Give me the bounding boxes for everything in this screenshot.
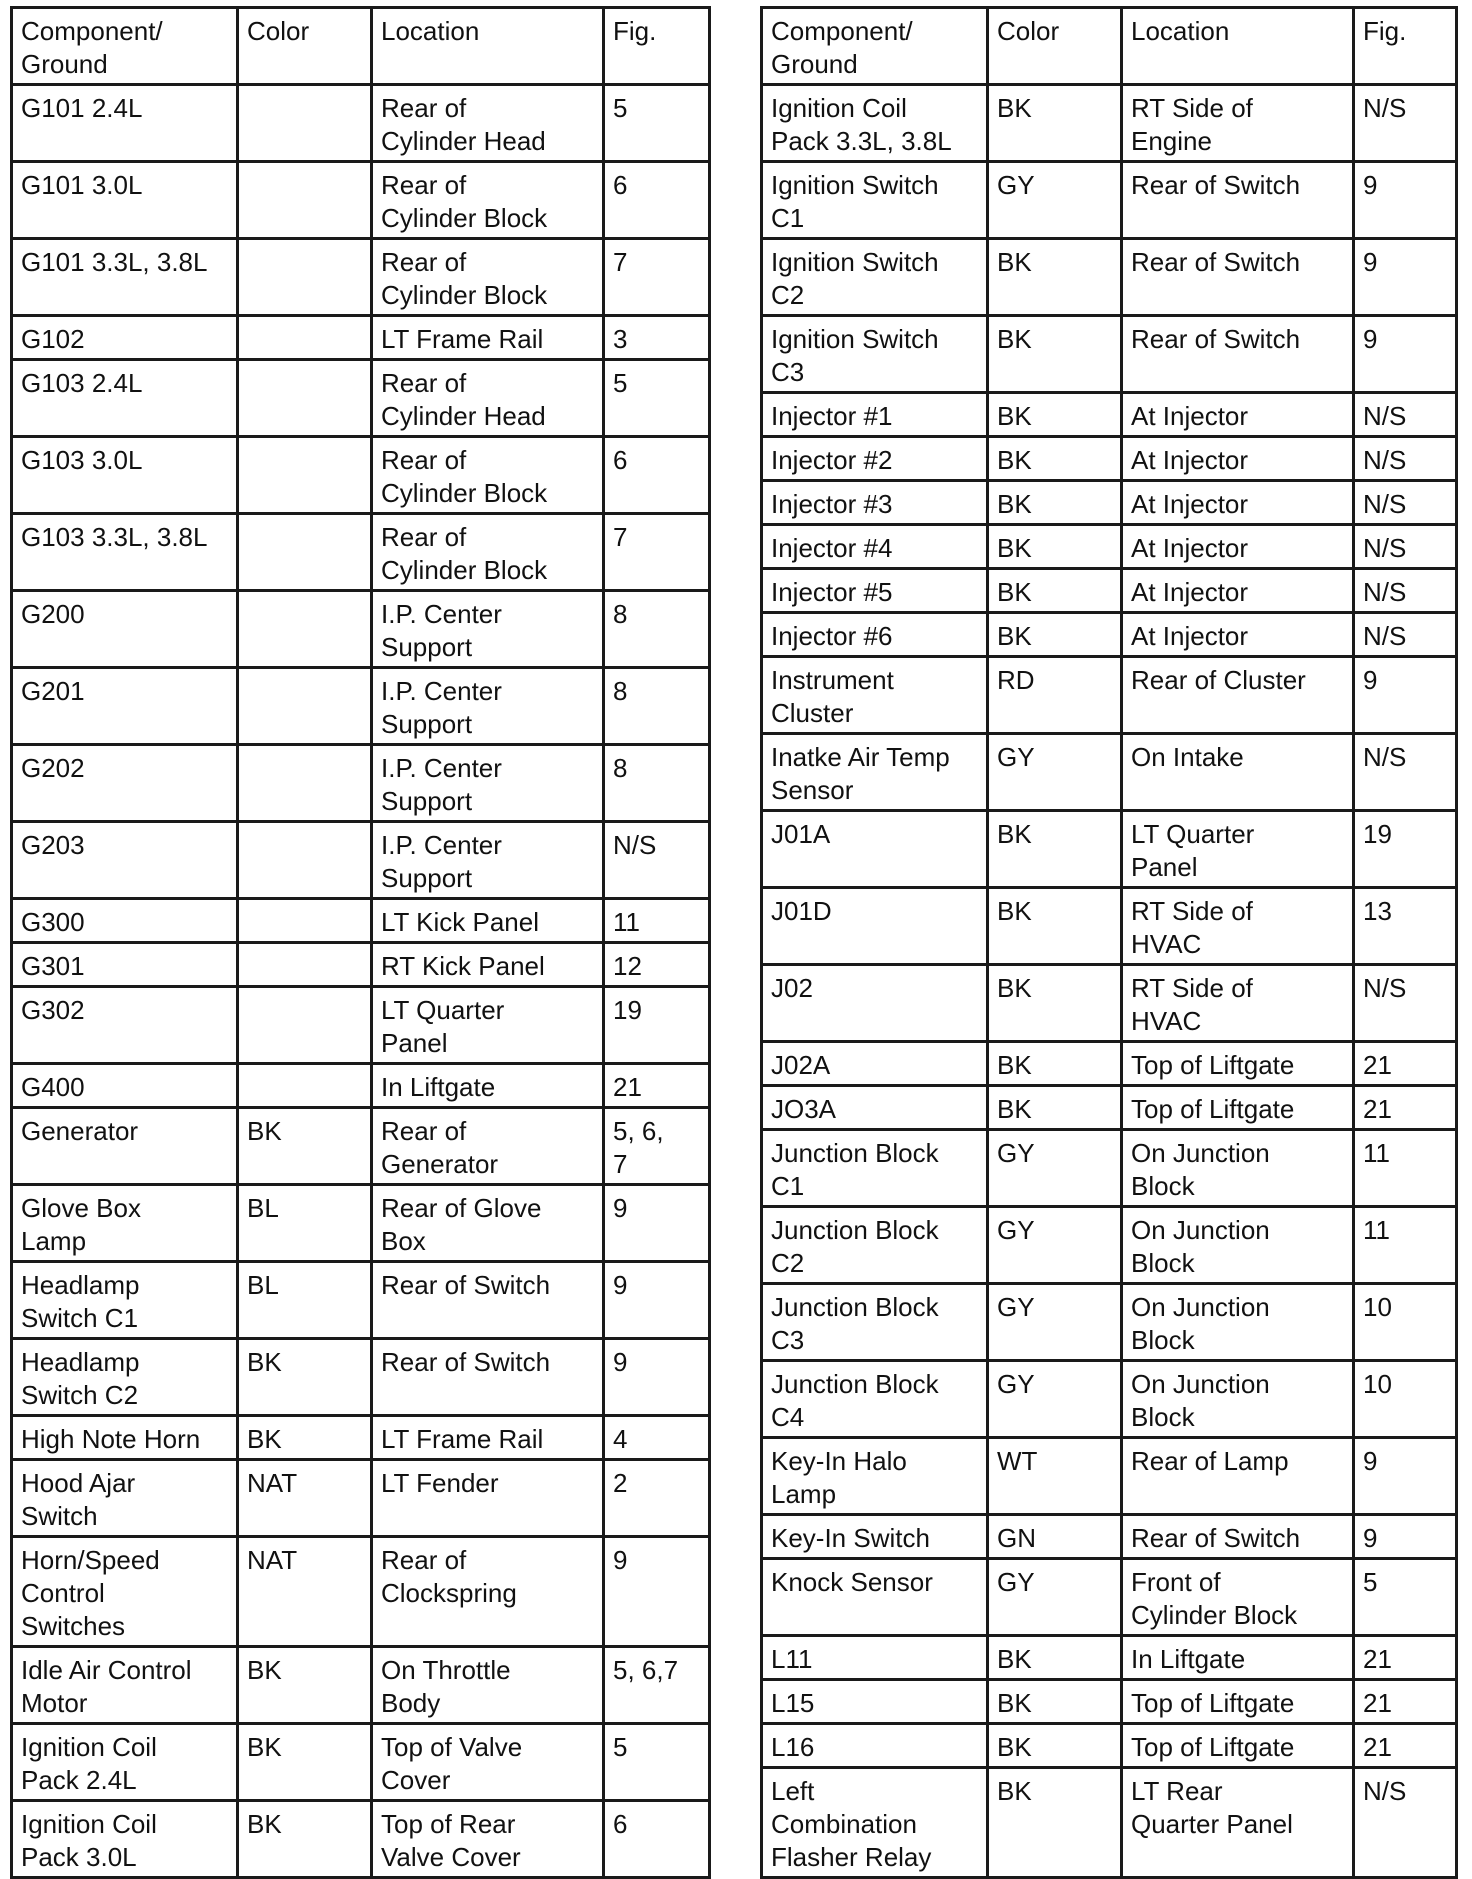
table-row	[762, 437, 1457, 481]
table-row	[12, 316, 710, 360]
cell-color	[238, 360, 372, 437]
header-row	[12, 8, 710, 85]
cell-location: I.P. Center Support	[372, 591, 604, 668]
cell-fig: 9	[1354, 162, 1457, 239]
cell-location: At Injector	[1122, 393, 1354, 437]
table-row	[12, 514, 710, 591]
cell-component: Injector #1	[762, 393, 988, 437]
cell-component: J02	[762, 965, 988, 1042]
cell-component: J02A	[762, 1042, 988, 1086]
cell-component: Headlamp Switch C1	[12, 1262, 238, 1339]
cell-color	[238, 943, 372, 987]
cell-color: BK	[988, 437, 1122, 481]
cell-color: BK	[238, 1108, 372, 1185]
cell-color	[238, 668, 372, 745]
cell-fig: N/S	[1354, 393, 1457, 437]
table-row	[762, 811, 1457, 888]
cell-location: On Junction Block	[1122, 1130, 1354, 1207]
cell-location: At Injector	[1122, 437, 1354, 481]
left-table-body	[12, 85, 710, 1878]
cell-fig: 5	[604, 1724, 710, 1801]
cell-location: Front of Cylinder Block	[1122, 1559, 1354, 1636]
header-color: Color	[238, 8, 372, 85]
cell-fig: 21	[1354, 1680, 1457, 1724]
cell-component: G103 3.3L, 3.8L	[12, 514, 238, 591]
cell-color: NAT	[238, 1537, 372, 1647]
cell-color	[238, 745, 372, 822]
cell-color: BK	[238, 1647, 372, 1724]
table-row	[762, 888, 1457, 965]
cell-fig: 7	[604, 514, 710, 591]
cell-color	[238, 899, 372, 943]
cell-color: BL	[238, 1262, 372, 1339]
cell-component: G203	[12, 822, 238, 899]
cell-fig: 5	[604, 85, 710, 162]
right-table-header	[762, 8, 1457, 85]
table-row	[762, 1284, 1457, 1361]
cell-color: RD	[988, 657, 1122, 734]
table-row	[762, 1515, 1457, 1559]
cell-fig: 21	[604, 1064, 710, 1108]
table-row	[762, 1724, 1457, 1768]
table-row	[12, 1724, 710, 1801]
cell-fig: 9	[604, 1537, 710, 1647]
cell-component: Instrument Cluster	[762, 657, 988, 734]
table-row	[12, 668, 710, 745]
cell-color	[238, 822, 372, 899]
cell-fig: 5, 6, 7	[604, 1108, 710, 1185]
cell-location: LT Frame Rail	[372, 316, 604, 360]
cell-color: GY	[988, 1207, 1122, 1284]
cell-component: Injector #2	[762, 437, 988, 481]
cell-fig: 5, 6,7	[604, 1647, 710, 1724]
cell-color: GY	[988, 1361, 1122, 1438]
cell-location: Top of Liftgate	[1122, 1086, 1354, 1130]
table-row	[12, 360, 710, 437]
right-table-body	[762, 85, 1457, 1878]
cell-location: Rear of Cylinder Block	[372, 437, 604, 514]
cell-component: Ignition Coil Pack 2.4L	[12, 1724, 238, 1801]
table-row	[762, 393, 1457, 437]
cell-location: I.P. Center Support	[372, 822, 604, 899]
cell-fig: 9	[604, 1185, 710, 1262]
left-table-header	[12, 8, 710, 85]
table-row	[12, 591, 710, 668]
cell-color: GY	[988, 1130, 1122, 1207]
cell-color: BK	[988, 1768, 1122, 1878]
header-row	[762, 8, 1457, 85]
table-row	[762, 1559, 1457, 1636]
cell-location: LT Frame Rail	[372, 1416, 604, 1460]
cell-location: Rear of Glove Box	[372, 1185, 604, 1262]
cell-color	[238, 162, 372, 239]
cell-location: On Junction Block	[1122, 1361, 1354, 1438]
table-row	[762, 85, 1457, 162]
table-row	[762, 1361, 1457, 1438]
cell-component: G103 2.4L	[12, 360, 238, 437]
cell-component: Key-In Switch	[762, 1515, 988, 1559]
table-row	[12, 1339, 710, 1416]
table-row	[12, 85, 710, 162]
cell-component: Injector #5	[762, 569, 988, 613]
cell-location: Top of Liftgate	[1122, 1042, 1354, 1086]
cell-component: Injector #4	[762, 525, 988, 569]
header-fig: Fig.	[1354, 8, 1457, 85]
cell-location: On Junction Block	[1122, 1284, 1354, 1361]
cell-location: LT Quarter Panel	[372, 987, 604, 1064]
table-row	[762, 481, 1457, 525]
header-fig: Fig.	[604, 8, 710, 85]
cell-location: Rear of Cylinder Block	[372, 162, 604, 239]
cell-component: J01D	[762, 888, 988, 965]
left-ground-table	[10, 6, 711, 1879]
cell-component: Ignition Coil Pack 3.0L	[12, 1801, 238, 1878]
cell-fig: 9	[1354, 316, 1457, 393]
cell-fig: 9	[1354, 1515, 1457, 1559]
table-row	[762, 1680, 1457, 1724]
cell-component: Generator	[12, 1108, 238, 1185]
cell-fig: 5	[604, 360, 710, 437]
cell-location: I.P. Center Support	[372, 668, 604, 745]
cell-component: High Note Horn	[12, 1416, 238, 1460]
table-row	[762, 162, 1457, 239]
cell-fig: N/S	[1354, 569, 1457, 613]
table-row	[762, 613, 1457, 657]
cell-color: GY	[988, 1284, 1122, 1361]
header-location: Location	[1122, 8, 1354, 85]
cell-fig: 19	[1354, 811, 1457, 888]
cell-color: BK	[988, 569, 1122, 613]
cell-fig: N/S	[1354, 613, 1457, 657]
cell-color	[238, 591, 372, 668]
table-row	[12, 987, 710, 1064]
table-row	[12, 239, 710, 316]
table-row	[762, 1636, 1457, 1680]
header-location: Location	[372, 8, 604, 85]
cell-component: Key-In Halo Lamp	[762, 1438, 988, 1515]
cell-fig: 6	[604, 437, 710, 514]
cell-location: RT Side of Engine	[1122, 85, 1354, 162]
table-row	[12, 162, 710, 239]
cell-location: Rear of Switch	[372, 1262, 604, 1339]
cell-component: L15	[762, 1680, 988, 1724]
cell-component: Ignition Coil Pack 3.3L, 3.8L	[762, 85, 988, 162]
cell-location: I.P. Center Support	[372, 745, 604, 822]
table-row	[762, 316, 1457, 393]
cell-fig: N/S	[1354, 481, 1457, 525]
table-row	[12, 1064, 710, 1108]
cell-fig: 21	[1354, 1086, 1457, 1130]
table-row	[762, 1207, 1457, 1284]
cell-color: BK	[988, 811, 1122, 888]
cell-location: In Liftgate	[1122, 1636, 1354, 1680]
cell-component: G101 3.0L	[12, 162, 238, 239]
cell-component: Injector #3	[762, 481, 988, 525]
cell-location: On Throttle Body	[372, 1647, 604, 1724]
table-row	[12, 1262, 710, 1339]
cell-fig: 8	[604, 745, 710, 822]
cell-fig: 5	[1354, 1559, 1457, 1636]
header-component: Component/ Ground	[12, 8, 238, 85]
cell-color: BK	[988, 316, 1122, 393]
cell-fig: 21	[1354, 1042, 1457, 1086]
cell-fig: 10	[1354, 1361, 1457, 1438]
cell-component: Headlamp Switch C2	[12, 1339, 238, 1416]
cell-fig: 19	[604, 987, 710, 1064]
cell-location: On Junction Block	[1122, 1207, 1354, 1284]
cell-fig: 11	[1354, 1207, 1457, 1284]
header-component: Component/ Ground	[762, 8, 988, 85]
cell-fig: 6	[604, 162, 710, 239]
cell-fig: 8	[604, 591, 710, 668]
table-row	[762, 1086, 1457, 1130]
table-row	[12, 437, 710, 514]
cell-location: Rear of Cylinder Block	[372, 239, 604, 316]
cell-component: L16	[762, 1724, 988, 1768]
cell-color: GY	[988, 162, 1122, 239]
cell-component: JO3A	[762, 1086, 988, 1130]
cell-component: Horn/Speed Control Switches	[12, 1537, 238, 1647]
cell-location: Rear of Switch	[1122, 239, 1354, 316]
cell-fig: 2	[604, 1460, 710, 1537]
cell-component: Injector #6	[762, 613, 988, 657]
cell-component: Knock Sensor	[762, 1559, 988, 1636]
cell-fig: 9	[1354, 239, 1457, 316]
cell-component: G202	[12, 745, 238, 822]
cell-location: Rear of Generator	[372, 1108, 604, 1185]
table-row	[762, 1042, 1457, 1086]
cell-fig: 7	[604, 239, 710, 316]
cell-color: WT	[988, 1438, 1122, 1515]
cell-location: Rear of Cylinder Block	[372, 514, 604, 591]
cell-fig: N/S	[604, 822, 710, 899]
table-row	[762, 239, 1457, 316]
cell-location: Rear of Cylinder Head	[372, 85, 604, 162]
table-row	[762, 1768, 1457, 1878]
cell-color: GY	[988, 1559, 1122, 1636]
cell-color: BK	[988, 85, 1122, 162]
header-color: Color	[988, 8, 1122, 85]
table-row	[762, 569, 1457, 613]
cell-location: RT Side of HVAC	[1122, 888, 1354, 965]
cell-component: Junction Block C3	[762, 1284, 988, 1361]
table-row	[12, 943, 710, 987]
cell-fig: 6	[604, 1801, 710, 1878]
cell-fig: 10	[1354, 1284, 1457, 1361]
cell-color: BK	[988, 393, 1122, 437]
cell-location: At Injector	[1122, 613, 1354, 657]
cell-component: G200	[12, 591, 238, 668]
cell-component: Ignition Switch C1	[762, 162, 988, 239]
cell-component: G301	[12, 943, 238, 987]
cell-fig: N/S	[1354, 85, 1457, 162]
cell-color	[238, 437, 372, 514]
cell-fig: N/S	[1354, 1768, 1457, 1878]
cell-component: Idle Air Control Motor	[12, 1647, 238, 1724]
table-row	[762, 657, 1457, 734]
table-row	[762, 1438, 1457, 1515]
table-row	[762, 1130, 1457, 1207]
cell-component: G300	[12, 899, 238, 943]
cell-location: Rear of Switch	[372, 1339, 604, 1416]
table-row	[762, 965, 1457, 1042]
table-row	[12, 1108, 710, 1185]
cell-color: BK	[988, 481, 1122, 525]
cell-component: G400	[12, 1064, 238, 1108]
cell-location: At Injector	[1122, 481, 1354, 525]
cell-color	[238, 514, 372, 591]
cell-fig: 4	[604, 1416, 710, 1460]
cell-component: Junction Block C4	[762, 1361, 988, 1438]
cell-fig: 9	[604, 1339, 710, 1416]
cell-component: G101 3.3L, 3.8L	[12, 239, 238, 316]
cell-component: G302	[12, 987, 238, 1064]
cell-location: In Liftgate	[372, 1064, 604, 1108]
table-row	[762, 525, 1457, 569]
cell-fig: 3	[604, 316, 710, 360]
cell-color: BK	[988, 888, 1122, 965]
cell-color: GY	[988, 734, 1122, 811]
cell-fig: 21	[1354, 1724, 1457, 1768]
cell-color: GN	[988, 1515, 1122, 1559]
cell-fig: 12	[604, 943, 710, 987]
cell-location: LT Kick Panel	[372, 899, 604, 943]
table-row	[12, 822, 710, 899]
cell-color: BK	[988, 1724, 1122, 1768]
cell-color: BK	[988, 525, 1122, 569]
cell-fig: 11	[1354, 1130, 1457, 1207]
cell-location: Rear of Cluster	[1122, 657, 1354, 734]
cell-color: BK	[238, 1724, 372, 1801]
cell-color	[238, 1064, 372, 1108]
cell-location: LT Quarter Panel	[1122, 811, 1354, 888]
cell-location: LT Fender	[372, 1460, 604, 1537]
cell-color: BK	[988, 1086, 1122, 1130]
cell-location: Top of Liftgate	[1122, 1724, 1354, 1768]
cell-location: Rear of Switch	[1122, 1515, 1354, 1559]
cell-color	[238, 239, 372, 316]
right-ground-table	[760, 6, 1458, 1879]
cell-fig: 21	[1354, 1636, 1457, 1680]
cell-color: BK	[238, 1339, 372, 1416]
cell-component: Ignition Switch C2	[762, 239, 988, 316]
cell-location: RT Side of HVAC	[1122, 965, 1354, 1042]
cell-location: Top of Rear Valve Cover	[372, 1801, 604, 1878]
cell-location: At Injector	[1122, 569, 1354, 613]
cell-component: G201	[12, 668, 238, 745]
cell-component: Ignition Switch C3	[762, 316, 988, 393]
cell-component: Junction Block C1	[762, 1130, 988, 1207]
cell-color: NAT	[238, 1460, 372, 1537]
table-row	[12, 1537, 710, 1647]
cell-color: BK	[238, 1416, 372, 1460]
cell-color: BK	[988, 965, 1122, 1042]
cell-location: Top of Liftgate	[1122, 1680, 1354, 1724]
cell-fig: N/S	[1354, 525, 1457, 569]
cell-component: G102	[12, 316, 238, 360]
cell-fig: 9	[1354, 657, 1457, 734]
cell-color: BK	[988, 1680, 1122, 1724]
cell-component: Hood Ajar Switch	[12, 1460, 238, 1537]
cell-location: Rear of Switch	[1122, 162, 1354, 239]
table-row	[762, 734, 1457, 811]
cell-component: J01A	[762, 811, 988, 888]
cell-color: BK	[988, 239, 1122, 316]
cell-color	[238, 987, 372, 1064]
cell-fig: 13	[1354, 888, 1457, 965]
cell-location: Rear of Switch	[1122, 316, 1354, 393]
cell-fig: N/S	[1354, 734, 1457, 811]
table-row	[12, 1416, 710, 1460]
cell-fig: N/S	[1354, 965, 1457, 1042]
cell-location: Rear of Cylinder Head	[372, 360, 604, 437]
cell-color: BK	[988, 1636, 1122, 1680]
cell-component: Left Combination Flasher Relay	[762, 1768, 988, 1878]
cell-color: BK	[988, 613, 1122, 657]
cell-fig: 11	[604, 899, 710, 943]
cell-color: BK	[238, 1801, 372, 1878]
cell-color: BK	[988, 1042, 1122, 1086]
cell-location: On Intake	[1122, 734, 1354, 811]
table-row	[12, 1647, 710, 1724]
table-row	[12, 1185, 710, 1262]
cell-location: Top of Valve Cover	[372, 1724, 604, 1801]
cell-component: L11	[762, 1636, 988, 1680]
cell-location: RT Kick Panel	[372, 943, 604, 987]
cell-component: Inatke Air Temp Sensor	[762, 734, 988, 811]
table-row	[12, 745, 710, 822]
cell-component: Glove Box Lamp	[12, 1185, 238, 1262]
table-row	[12, 899, 710, 943]
cell-component: G101 2.4L	[12, 85, 238, 162]
table-row	[12, 1460, 710, 1537]
cell-component: Junction Block C2	[762, 1207, 988, 1284]
cell-location: At Injector	[1122, 525, 1354, 569]
cell-fig: 9	[604, 1262, 710, 1339]
cell-color	[238, 316, 372, 360]
cell-fig: N/S	[1354, 437, 1457, 481]
cell-location: Rear of Lamp	[1122, 1438, 1354, 1515]
cell-fig: 9	[1354, 1438, 1457, 1515]
cell-color	[238, 85, 372, 162]
cell-location: LT Rear Quarter Panel	[1122, 1768, 1354, 1878]
cell-location: Rear of Clockspring	[372, 1537, 604, 1647]
cell-component: G103 3.0L	[12, 437, 238, 514]
cell-color: BL	[238, 1185, 372, 1262]
cell-fig: 8	[604, 668, 710, 745]
